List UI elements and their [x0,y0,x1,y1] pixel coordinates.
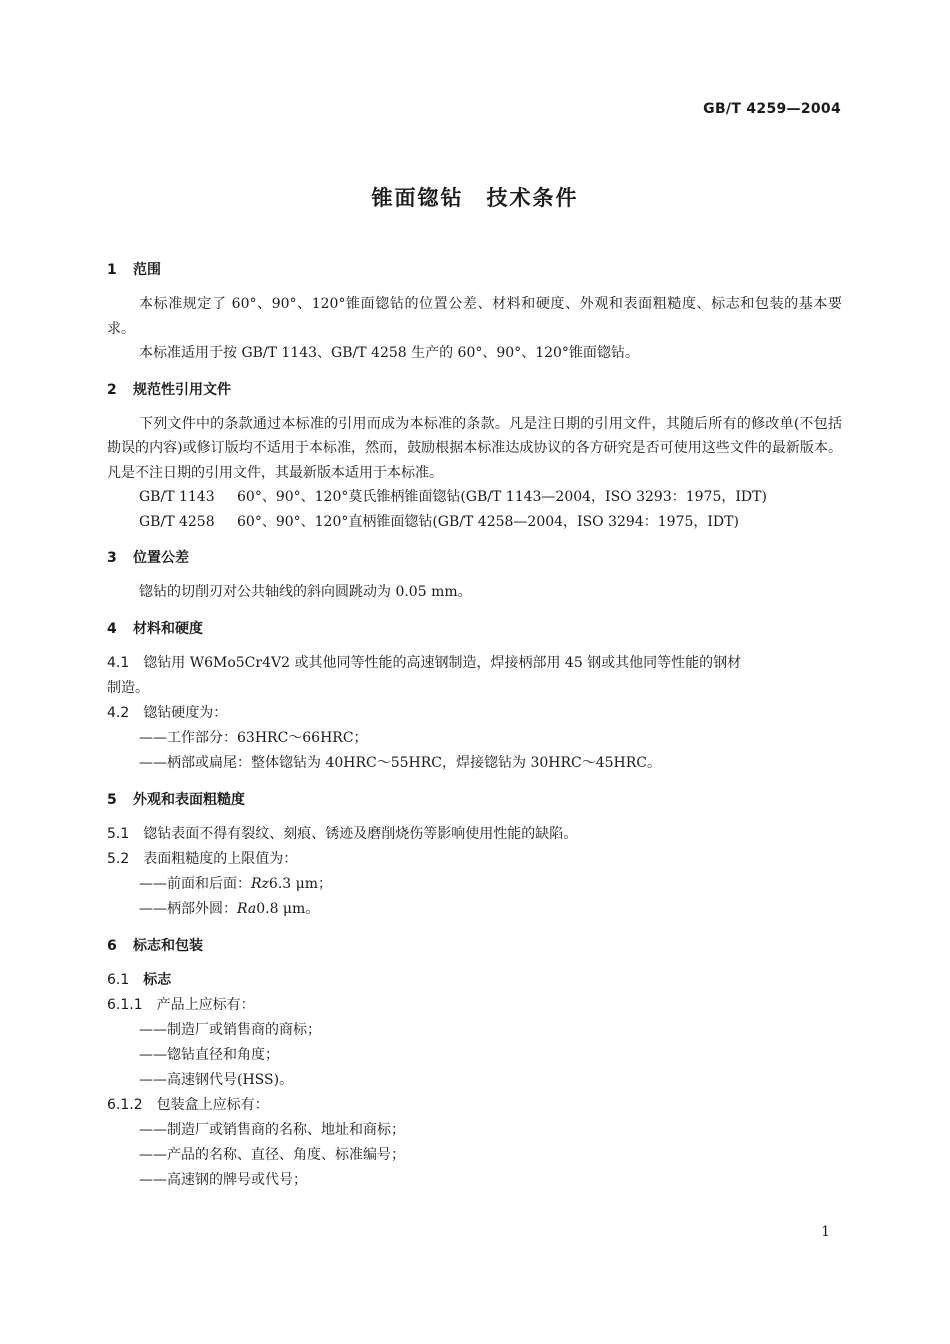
reference-text: 60°、90°、120°直柄锥面锪钻(GB/T 4258—2004，ISO 3294：1975，IDT) [237,513,739,530]
section-title: 范围 [133,262,161,278]
document-title: 锥面锪钻 技术条件 [371,186,579,210]
clause-number: 6.1 [107,971,130,988]
clause-number: 5.2 [107,850,130,867]
list-item: ——锪钻直径和角度； [139,1046,279,1063]
section-number: 4 [107,620,117,637]
section-title: 标志和包装 [133,937,203,954]
roughness-value: 6.3 μm； [268,875,333,892]
clause-number: 5.1 [107,825,130,842]
list-item-prefix: ——柄部外圆： [139,900,237,917]
section-2-heading [107,378,842,402]
roughness-symbol: Ra [237,900,257,917]
clause-number: 4.2 [107,704,130,721]
clause-text: 包装盒上应标有： [156,1096,269,1113]
section-1-paragraph-2: 本标准适用于按 GB/T 1143、GB/T 4258 生产的 60°、90°、120°锥面锪钻。 [139,345,639,361]
roughness-symbol: Rz [251,875,269,892]
section-3-paragraph-1: 锪钻的切削刃对公共轴线的斜向圆跳动为 0.05 mm。 [139,584,472,600]
document-body [107,258,842,1193]
clause-5-1 [107,822,842,847]
standard-code: GB/T 4259—2004 [703,101,841,117]
reference-item [107,485,842,510]
clause-number: 4.1 [107,654,130,671]
section-number: 3 [107,550,117,566]
section-1-heading [107,258,842,282]
reference-item [107,510,842,535]
clause-6-1-2 [107,1093,842,1118]
list-item: ——制造厂或销售商的商标； [139,1021,321,1038]
section-number: 6 [107,937,117,954]
clause-4-2 [107,701,842,726]
section-title: 材料和硬度 [133,620,203,637]
list-item: ——高速钢的牌号或代号； [139,1171,307,1188]
section-2-paragraph-1: 下列文件中的条款通过本标准的引用而成为本标准的条款。凡是注日期的引用文件，其随后所有的修改单(不包括勘误的内容)或修订版均不适用于本标准，然而，鼓励根据本标准达成协议的各方研究是否可使用这些文件的最新版本。凡是不注日期的引用文件，其最新版本适用于本标准。 [107,415,842,481]
section-5-heading [107,788,842,812]
section-6-heading [107,934,842,958]
page-number: 1 [821,1224,830,1240]
list-item: ——高速钢代号(HSS)。 [139,1071,294,1088]
clause-number: 6.1.2 [107,1096,143,1113]
clause-text: 锪钻硬度为： [143,704,228,721]
section-1-paragraph-1: 本标准规定了 60°、90°、120°锥面锪钻的位置公差、材料和硬度、外观和表面粗糙度、标志和包装的基本要求。 [107,296,842,337]
clause-5-2 [107,847,842,872]
roughness-value: 0.8 μm。 [256,900,320,917]
reference-code: GB/T 1143 [139,489,215,505]
clause-6-1-1 [107,993,842,1018]
section-title: 外观和表面粗糙度 [133,791,245,808]
list-item [107,897,842,922]
section-number: 5 [107,791,117,808]
clause-number: 6.1.1 [107,996,143,1013]
section-number: 2 [107,381,117,398]
clause-text: 锪钻表面不得有裂纹、刻痕、锈迹及磨削烧伤等影响使用性能的缺陷。 [143,825,578,842]
list-item [107,872,842,897]
list-item: ——柄部或扁尾：整体锪钻为 40HRC～55HRC，焊接锪钻为 30HRC～45HRC。 [139,754,662,771]
section-title: 位置公差 [133,550,189,566]
clause-text: 产品上应标有： [156,996,255,1013]
section-title: 规范性引用文件 [133,381,231,398]
list-item: ——工作部分：63HRC～66HRC； [139,729,368,746]
section-number: 1 [107,262,117,278]
clause-title: 标志 [143,971,172,988]
list-item: ——产品的名称、直径、角度、标准编号； [139,1146,405,1163]
clause-4-1 [107,651,842,676]
clause-4-1-continuation: 制造。 [107,679,149,696]
section-3-heading [107,546,842,570]
list-item-prefix: ——前面和后面： [139,875,251,892]
clause-text: 锪钻用 W6Mo5Cr4V2 或其他同等性能的高速钢制造，焊接柄部用 45 钢或其他同等性能的钢材 [143,654,742,671]
reference-text: 60°、90°、120°莫氏锥柄锥面锪钻(GB/T 1143—2004，ISO 3293：1975，IDT) [237,489,767,505]
clause-6-1 [107,968,842,993]
reference-code: GB/T 4258 [139,513,215,530]
list-item: ——制造厂或销售商的名称、地址和商标； [139,1121,405,1138]
clause-text: 表面粗糙度的上限值为： [143,850,298,867]
section-4-heading [107,617,842,641]
